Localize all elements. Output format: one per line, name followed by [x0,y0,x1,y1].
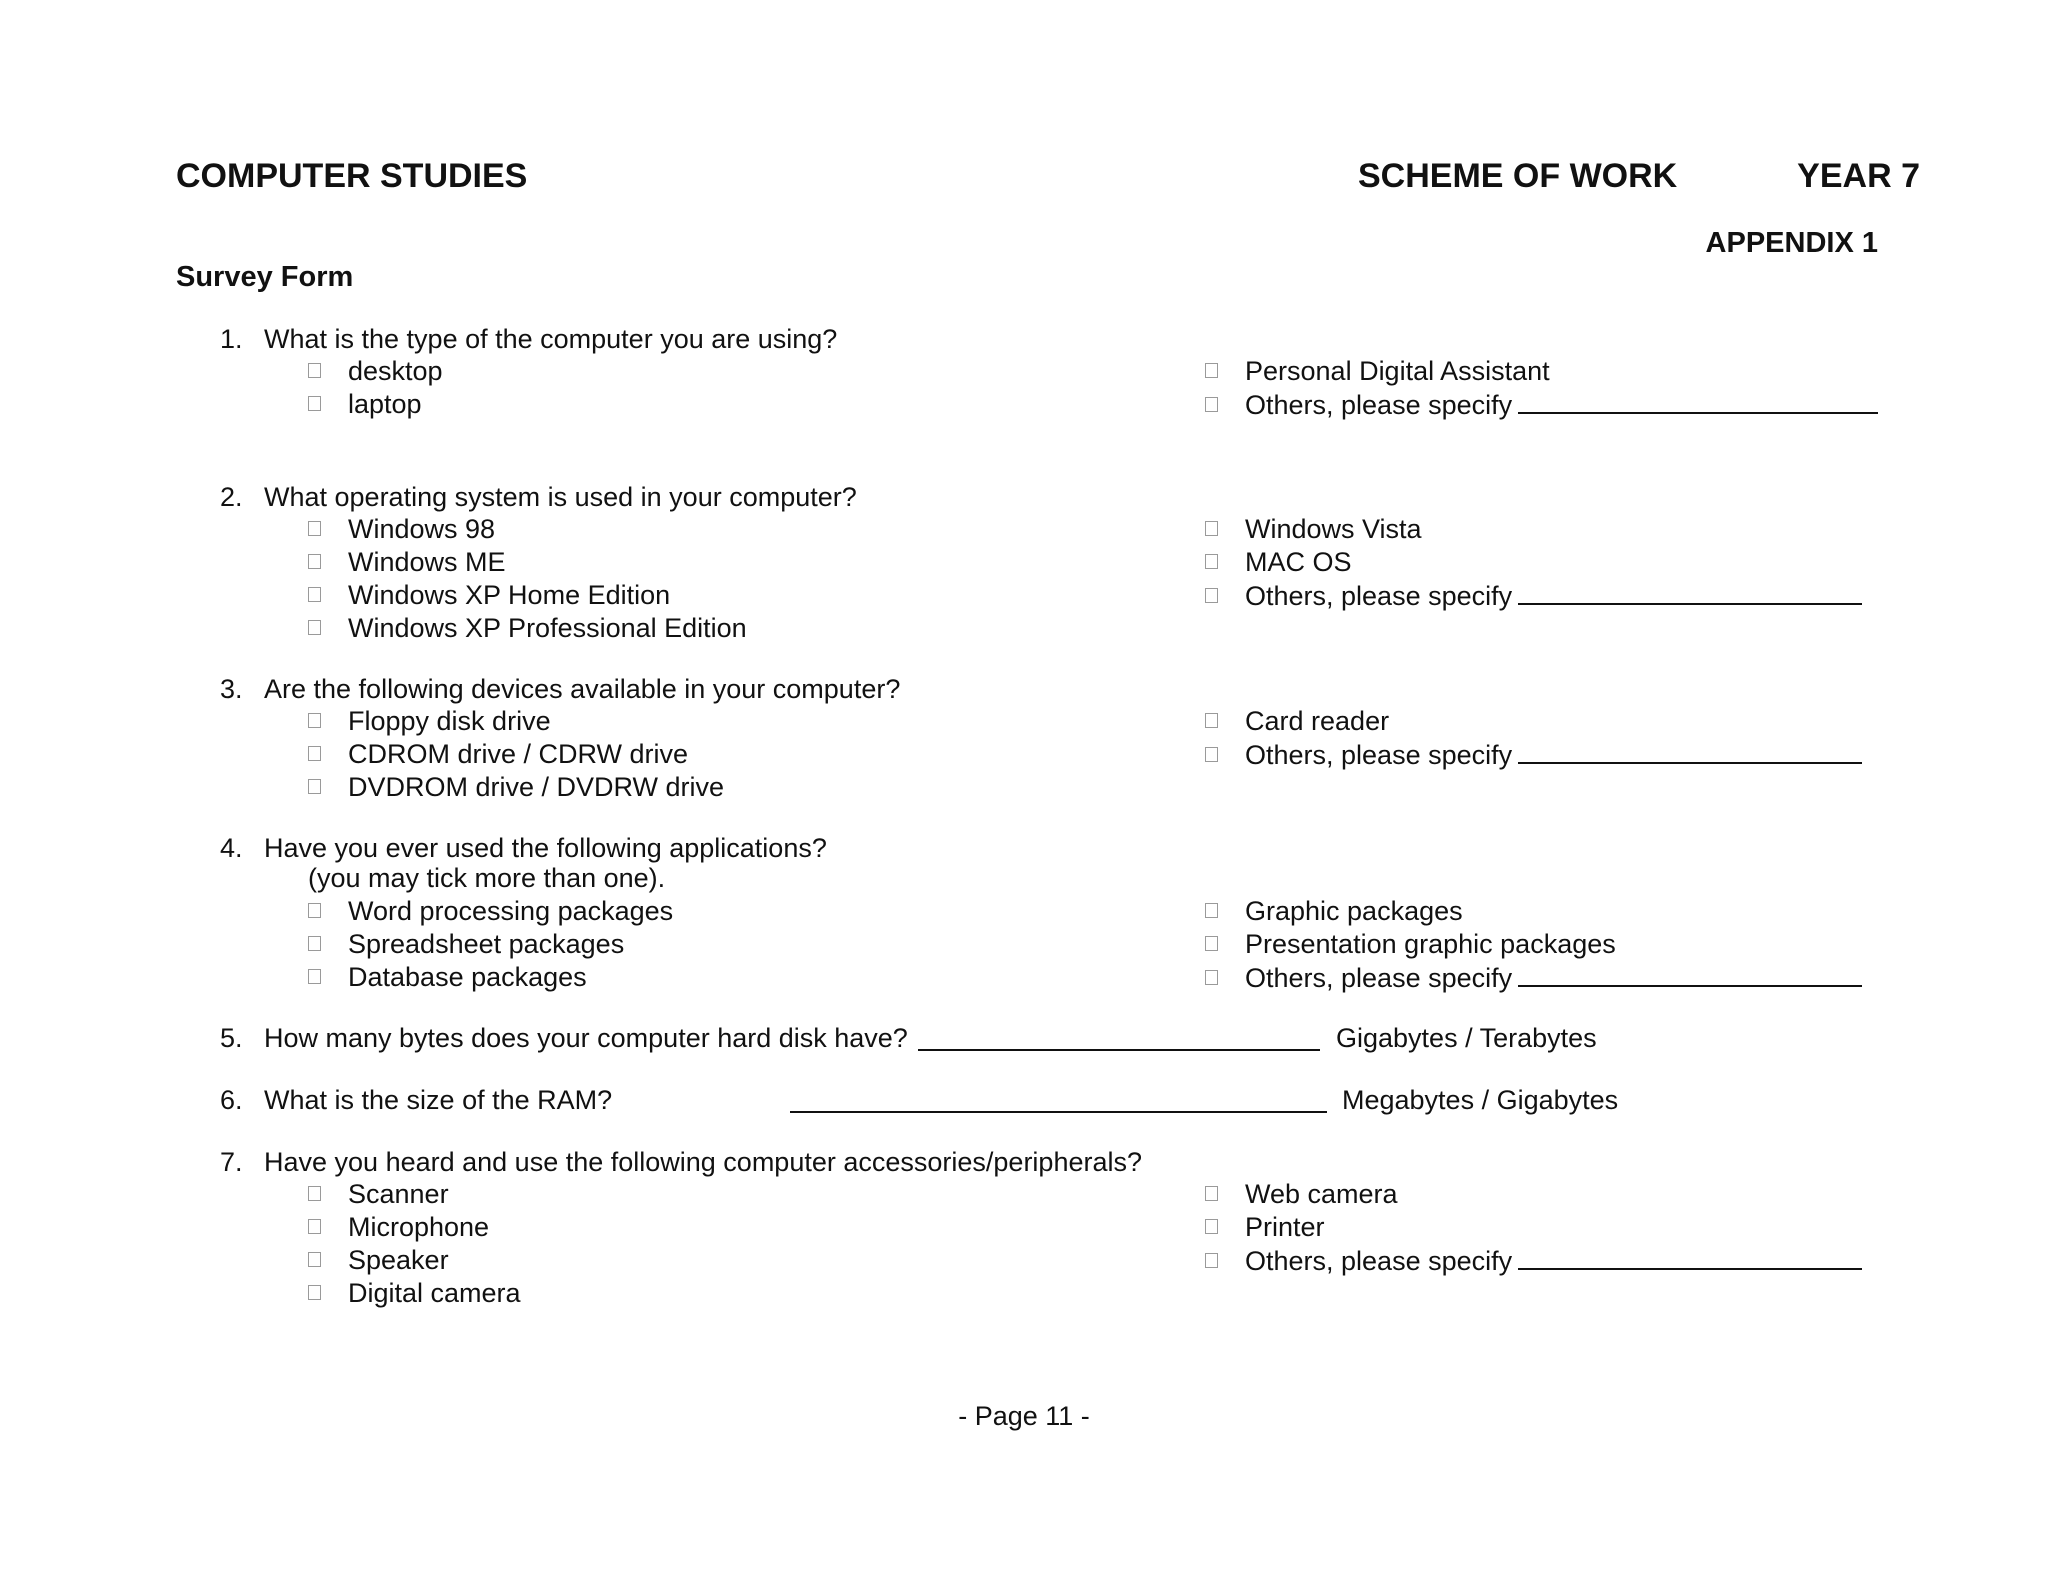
option-others[interactable]: Others, please specify [1205,388,1878,421]
question-number: 5. [220,1023,243,1053]
checkbox[interactable] [308,620,321,635]
option-microphone[interactable]: Microphone [308,1211,489,1244]
option-others[interactable]: Others, please specify [1205,961,1862,994]
option-presentation[interactable]: Presentation graphic packages [1205,928,1616,961]
option-word-processing[interactable]: Word processing packages [308,895,673,928]
page-number: - Page 11 - [958,1401,1090,1431]
others-specify-line[interactable] [1518,961,1862,987]
option-graphic[interactable]: Graphic packages [1205,895,1463,928]
checkbox[interactable] [308,779,321,794]
checkbox[interactable] [1205,1219,1218,1234]
question-subtext: (you may tick more than one). [308,863,666,893]
checkbox[interactable] [1205,713,1218,728]
option-dvdrom[interactable]: DVDROM drive / DVDRW drive [308,771,724,804]
question-number: 1. [220,324,243,354]
checkbox[interactable] [308,1252,321,1267]
question-text: What is the size of the RAM? [264,1085,613,1115]
option-windows-xp-home[interactable]: Windows XP Home Edition [308,579,670,612]
year-title: YEAR 7 [1797,157,1920,195]
checkbox[interactable] [308,1219,321,1234]
appendix-label: APPENDIX 1 [1705,227,1878,259]
option-desktop[interactable]: desktop [308,355,443,388]
checkbox[interactable] [308,521,321,536]
option-floppy[interactable]: Floppy disk drive [308,705,551,738]
checkbox[interactable] [1205,936,1218,951]
others-specify-line[interactable] [1518,1244,1862,1270]
scheme-title: SCHEME OF WORK [1358,157,1678,195]
checkbox[interactable] [1205,903,1218,918]
checkbox[interactable] [308,1186,321,1201]
option-cdrom[interactable]: CDROM drive / CDRW drive [308,738,688,771]
checkbox[interactable] [308,396,321,411]
option-web-camera[interactable]: Web camera [1205,1178,1398,1211]
question-text: Have you heard and use the following computer accessories/peripherals? [264,1147,1143,1177]
option-database[interactable]: Database packages [308,961,587,994]
option-pda[interactable]: Personal Digital Assistant [1205,355,1550,388]
option-spreadsheet[interactable]: Spreadsheet packages [308,928,624,961]
checkbox[interactable] [308,969,321,984]
option-card-reader[interactable]: Card reader [1205,705,1389,738]
others-specify-line[interactable] [1518,579,1862,605]
checkbox[interactable] [1205,397,1218,412]
checkbox[interactable] [308,1285,321,1300]
checkbox[interactable] [1205,970,1218,985]
checkbox[interactable] [308,903,321,918]
others-specify-line[interactable] [1518,738,1862,764]
option-digital-camera[interactable]: Digital camera [308,1277,521,1310]
option-mac-os[interactable]: MAC OS [1205,546,1352,579]
option-windows-vista[interactable]: Windows Vista [1205,513,1422,546]
question-text: What is the type of the computer you are using? [264,324,838,354]
units-label: Megabytes / Gigabytes [1342,1085,1619,1115]
form-title: Survey Form [176,261,354,293]
checkbox[interactable] [308,746,321,761]
units-label: Gigabytes / Terabytes [1336,1023,1597,1053]
option-others[interactable]: Others, please specify [1205,1244,1862,1277]
checkbox[interactable] [1205,521,1218,536]
checkbox[interactable] [1205,554,1218,569]
subject-title: COMPUTER STUDIES [176,157,528,195]
option-laptop[interactable]: laptop [308,388,422,421]
checkbox[interactable] [308,936,321,951]
question-number: 3. [220,674,243,704]
question-text: Have you ever used the following applications? [264,833,827,863]
others-specify-line[interactable] [1518,388,1878,414]
ram-answer-line[interactable] [790,1111,1327,1113]
option-others[interactable]: Others, please specify [1205,738,1862,771]
checkbox[interactable] [308,587,321,602]
checkbox[interactable] [1205,363,1218,378]
option-speaker[interactable]: Speaker [308,1244,449,1277]
option-scanner[interactable]: Scanner [308,1178,449,1211]
question-text: How many bytes does your computer hard disk have? [264,1023,908,1053]
checkbox[interactable] [308,363,321,378]
question-number: 7. [220,1147,243,1177]
option-windows-me[interactable]: Windows ME [308,546,506,579]
checkbox[interactable] [1205,1253,1218,1268]
option-windows-xp-pro[interactable]: Windows XP Professional Edition [308,612,747,645]
hard-disk-answer-line[interactable] [918,1049,1320,1051]
checkbox[interactable] [1205,1186,1218,1201]
option-others[interactable]: Others, please specify [1205,579,1862,612]
question-number: 2. [220,482,243,512]
question-number: 4. [220,833,243,863]
checkbox[interactable] [1205,588,1218,603]
question-text: What operating system is used in your computer? [264,482,857,512]
checkbox[interactable] [1205,747,1218,762]
option-printer[interactable]: Printer [1205,1211,1325,1244]
checkbox[interactable] [308,554,321,569]
checkbox[interactable] [308,713,321,728]
option-windows-98[interactable]: Windows 98 [308,513,495,546]
question-number: 6. [220,1085,243,1115]
question-text: Are the following devices available in your computer? [264,674,901,704]
